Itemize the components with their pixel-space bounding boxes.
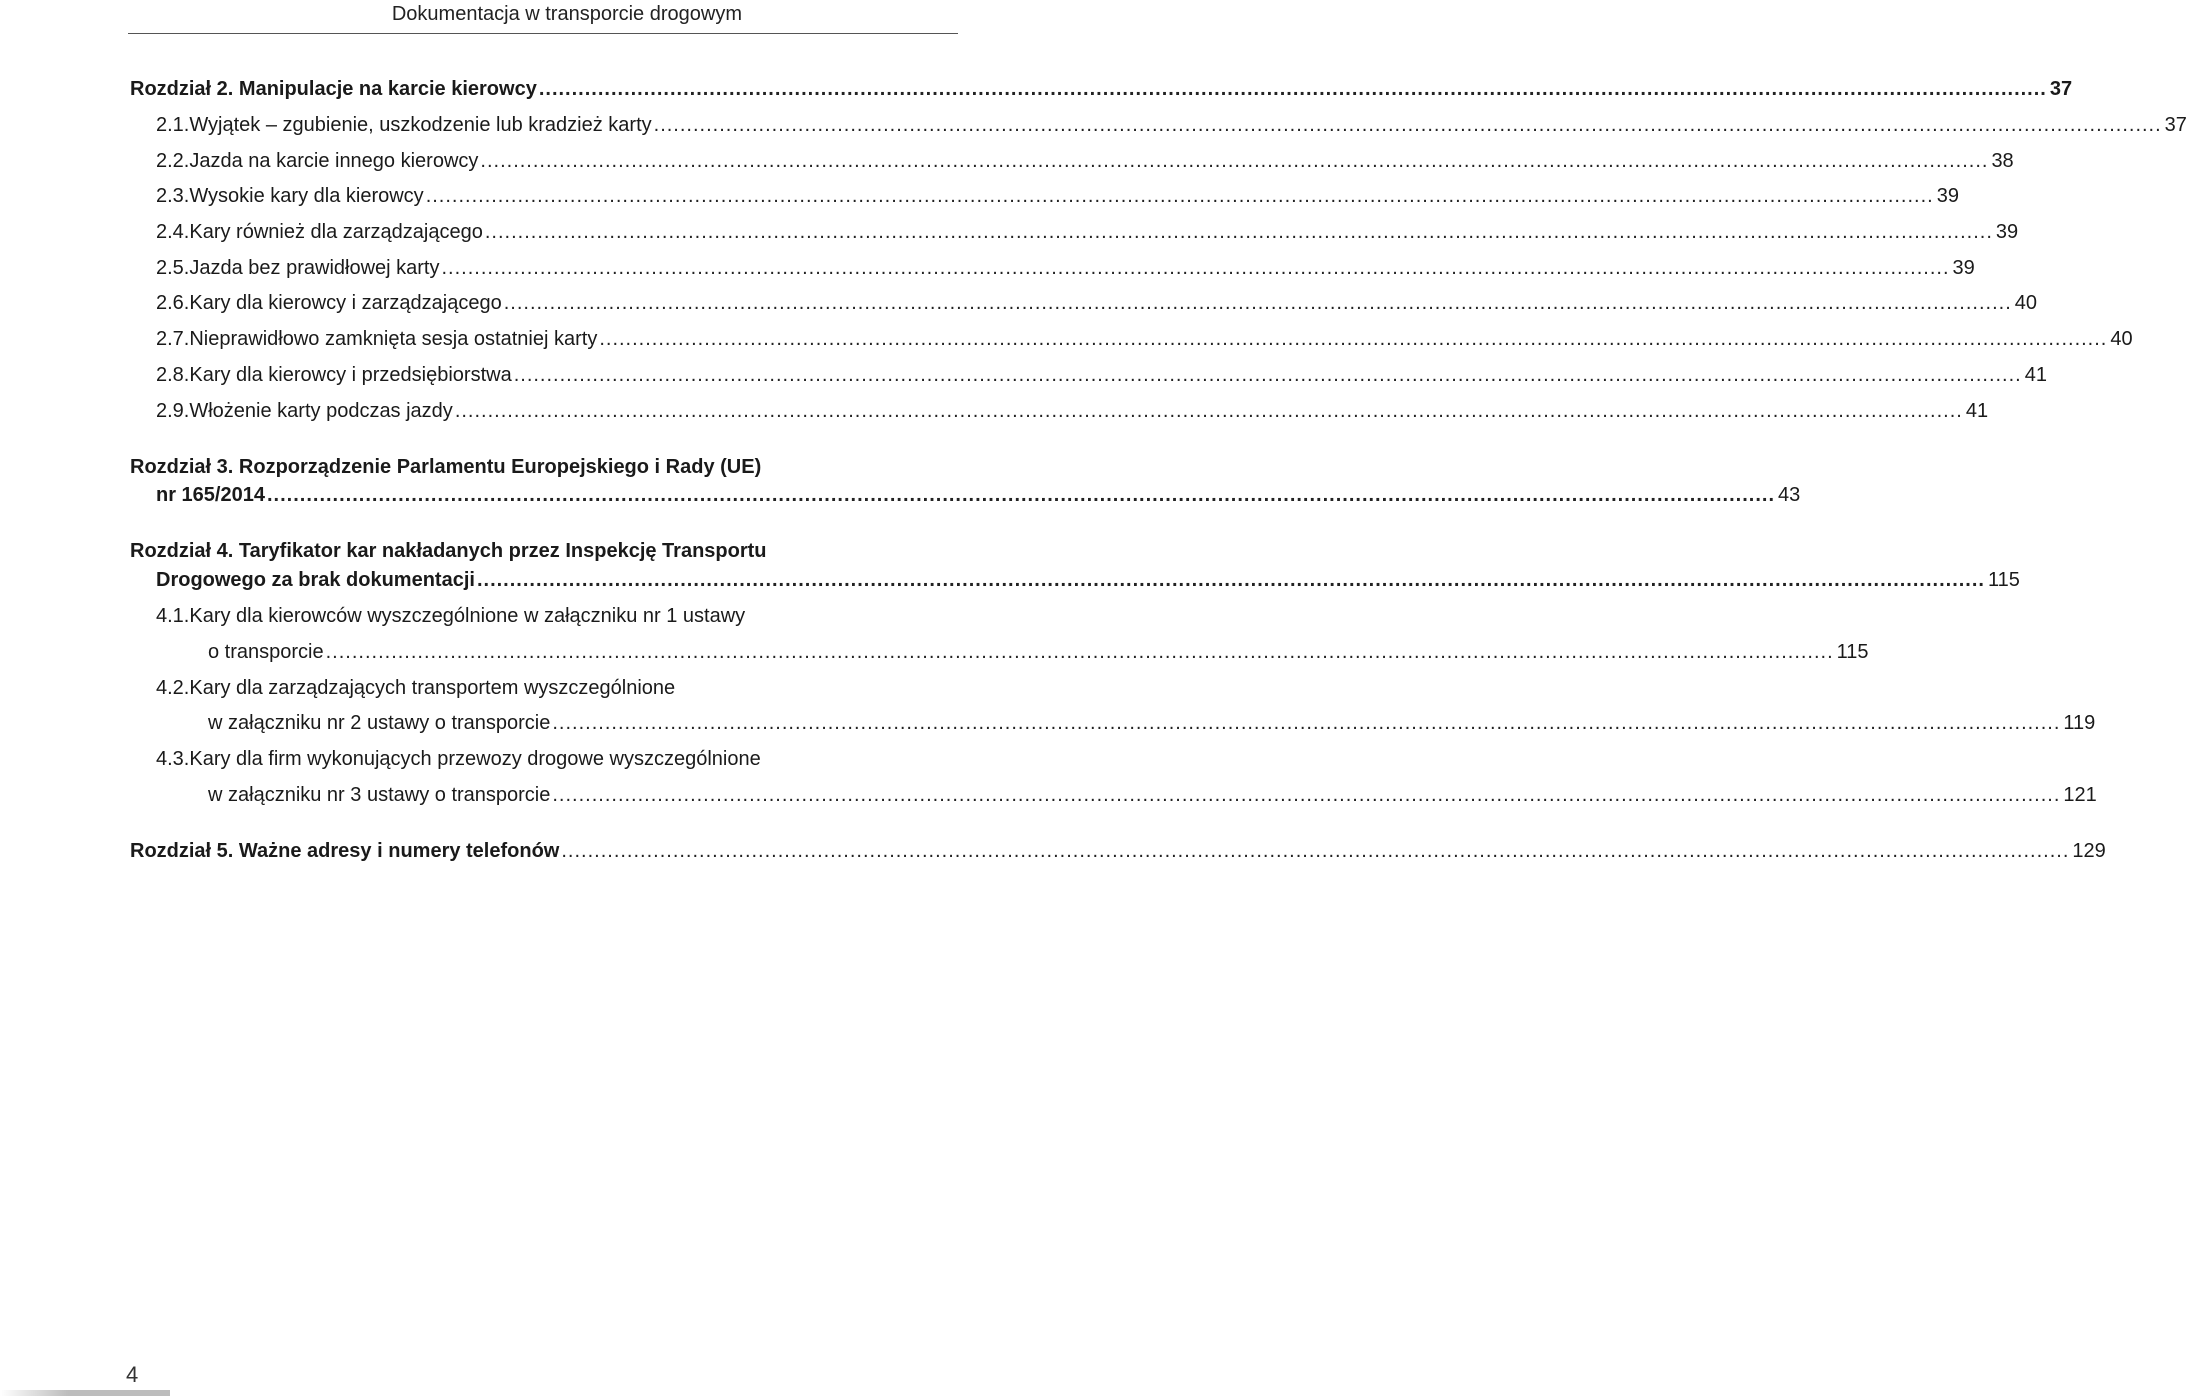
dot-leader: ...................................................................................................................................................................................................................................... [599, 328, 2108, 350]
toc-page-number: 119 [2063, 712, 2096, 734]
toc-item-number: 2.1. [156, 114, 190, 136]
toc-item-title: Jazda bez prawidłowej karty [189, 257, 440, 279]
toc-item-title: Nieprawidłowo zamknięta sesja ostatniej karty [189, 328, 598, 350]
toc-page-number: 38 [1991, 150, 2014, 172]
dot-leader: ...................................................................................................................................................................................................................................... [484, 221, 1993, 243]
toc-page-number: 41 [1965, 400, 1989, 422]
toc-chapter-3-title[interactable]: Rozdział 3. Rozporządzenie Parlamentu Europejskiego i Rady (UE) [130, 456, 762, 478]
toc-page-number: 39 [1952, 257, 1975, 279]
dot-leader: ...................................................................................................................................................................................................................................... [503, 292, 2012, 314]
toc-item-number: 4.1. [156, 605, 190, 627]
toc-item-title: Kary dla zarządzających transportem wyszczególnione [189, 677, 676, 699]
toc-item-title-continued: o transporcie [208, 641, 324, 663]
toc-item-title-continued: w załączniku nr 3 ustawy o transporcie [208, 784, 551, 806]
running-header [128, 0, 958, 34]
toc-item-4-2-continued[interactable] [208, 709, 2096, 737]
toc-item-title: Kary dla kierowców wyszczególnione w załączniku nr 1 ustawy [189, 605, 746, 627]
toc-item-title: Kary dla kierowcy i zarządzającego [189, 292, 502, 314]
toc-page-number: 40 [2014, 292, 2038, 314]
dot-leader: ...................................................................................................................................................................................................................................... [561, 840, 2070, 862]
dot-leader: ...................................................................................................................................................................................................................................... [480, 150, 1989, 172]
toc-item-number: 4.2. [156, 677, 190, 699]
toc-page-number: 43 [1778, 484, 1801, 506]
toc-chapter-title: Rozdział 2. Manipulacje na karcie kierowcy [130, 78, 537, 100]
toc-item-number: 2.3. [156, 185, 190, 207]
toc-item[interactable] [156, 397, 1989, 425]
toc-item-number: 4.3. [156, 748, 190, 770]
dot-leader: ...................................................................................................................................................................................................................................... [441, 257, 1950, 279]
toc-chapter-title: Rozdział 5. Ważne adresy i numery telefonów [130, 840, 560, 862]
dot-leader: ...................................................................................................................................................................................................................................... [653, 114, 2162, 136]
dot-leader: ...................................................................................................................................................................................................................................... [266, 484, 1776, 506]
dot-leader: ...................................................................................................................................................................................................................................... [476, 569, 1985, 591]
toc-chapter-3[interactable] [156, 481, 1801, 509]
toc-item[interactable] [156, 147, 2014, 175]
toc-item-number: 2.5. [156, 257, 190, 279]
toc-page-number: 115 [1836, 641, 1869, 663]
toc-chapter-5[interactable] [130, 837, 2106, 865]
running-header-title: Dokumentacja w transporcie drogowym [391, 3, 742, 25]
toc-item-number: 2.9. [156, 400, 190, 422]
toc-item-4-1-continued[interactable] [208, 638, 1869, 666]
dot-leader: ...................................................................................................................................................................................................................................... [513, 364, 2022, 386]
toc-item[interactable] [156, 361, 2047, 389]
toc-chapter-title-continued: nr 165/2014 [156, 484, 265, 506]
toc-item[interactable] [156, 182, 1959, 210]
toc-item-4-3-continued[interactable] [208, 781, 2097, 809]
dot-leader: ...................................................................................................................................................................................................................................... [425, 185, 1934, 207]
toc-page-number: 121 [2063, 784, 2097, 806]
dot-leader: ...................................................................................................................................................................................................................................... [552, 712, 2061, 734]
toc-item[interactable] [156, 218, 2019, 246]
toc-page-number: 129 [2072, 840, 2106, 862]
toc-page-number: 39 [1936, 185, 1959, 207]
toc-item-number: 2.2. [156, 150, 190, 172]
toc-item-title: Kary dla kierowcy i przedsiębiorstwa [189, 364, 512, 386]
toc-chapter-title-continued: Drogowego za brak dokumentacji [156, 569, 475, 591]
toc-page-number: 115 [1987, 569, 2020, 591]
toc-item-4-2[interactable] [156, 674, 675, 702]
toc-item-4-1[interactable] [156, 602, 745, 630]
dot-leader: ...................................................................................................................................................................................................................................... [454, 400, 1963, 422]
toc-chapter-4[interactable] [156, 566, 2020, 594]
toc-item[interactable] [156, 111, 2187, 139]
toc-item-number: 2.6. [156, 292, 190, 314]
toc-item[interactable] [156, 289, 2038, 317]
toc-item-title: Kary również dla zarządzającego [189, 221, 483, 243]
toc-item-title-continued: w załączniku nr 2 ustawy o transporcie [208, 712, 551, 734]
toc-page-number: 37 [2164, 114, 2187, 136]
toc-item-number: 2.4. [156, 221, 190, 243]
toc-item-4-3[interactable] [156, 745, 761, 773]
toc-item-title: Jazda na karcie innego kierowcy [189, 150, 479, 172]
toc-page-number: 40 [2110, 328, 2133, 350]
toc-chapter-2[interactable] [130, 75, 2073, 103]
dot-leader: ...................................................................................................................................................................................................................................... [552, 784, 2061, 806]
toc-page-number: 37 [2049, 78, 2073, 100]
toc-page-number: 41 [2024, 364, 2047, 386]
toc-item-number: 2.8. [156, 364, 190, 386]
toc-item-title: Włożenie karty podczas jazdy [189, 400, 453, 422]
toc-item-title: Wysokie kary dla kierowcy [189, 185, 424, 207]
toc-item-number: 2.7. [156, 328, 190, 350]
footer-bar [0, 1390, 170, 1396]
dot-leader: ...................................................................................................................................................................................................................................... [325, 641, 1834, 663]
dot-leader: ...................................................................................................................................................................................................................................... [538, 78, 2047, 100]
toc-item-title: Wyjątek – zgubienie, uszkodzenie lub kradzież karty [189, 114, 652, 136]
toc-item[interactable] [156, 254, 1975, 282]
toc-item-title: Kary dla firm wykonujących przewozy drogowe wyszczególnione [189, 748, 761, 770]
toc-page-number: 39 [1995, 221, 2019, 243]
toc-item[interactable] [156, 325, 2133, 353]
toc-chapter-4-title[interactable]: Rozdział 4. Taryfikator kar nakładanych przez Inspekcję Transportu [130, 540, 767, 562]
page-number: 4 [126, 1362, 139, 1387]
